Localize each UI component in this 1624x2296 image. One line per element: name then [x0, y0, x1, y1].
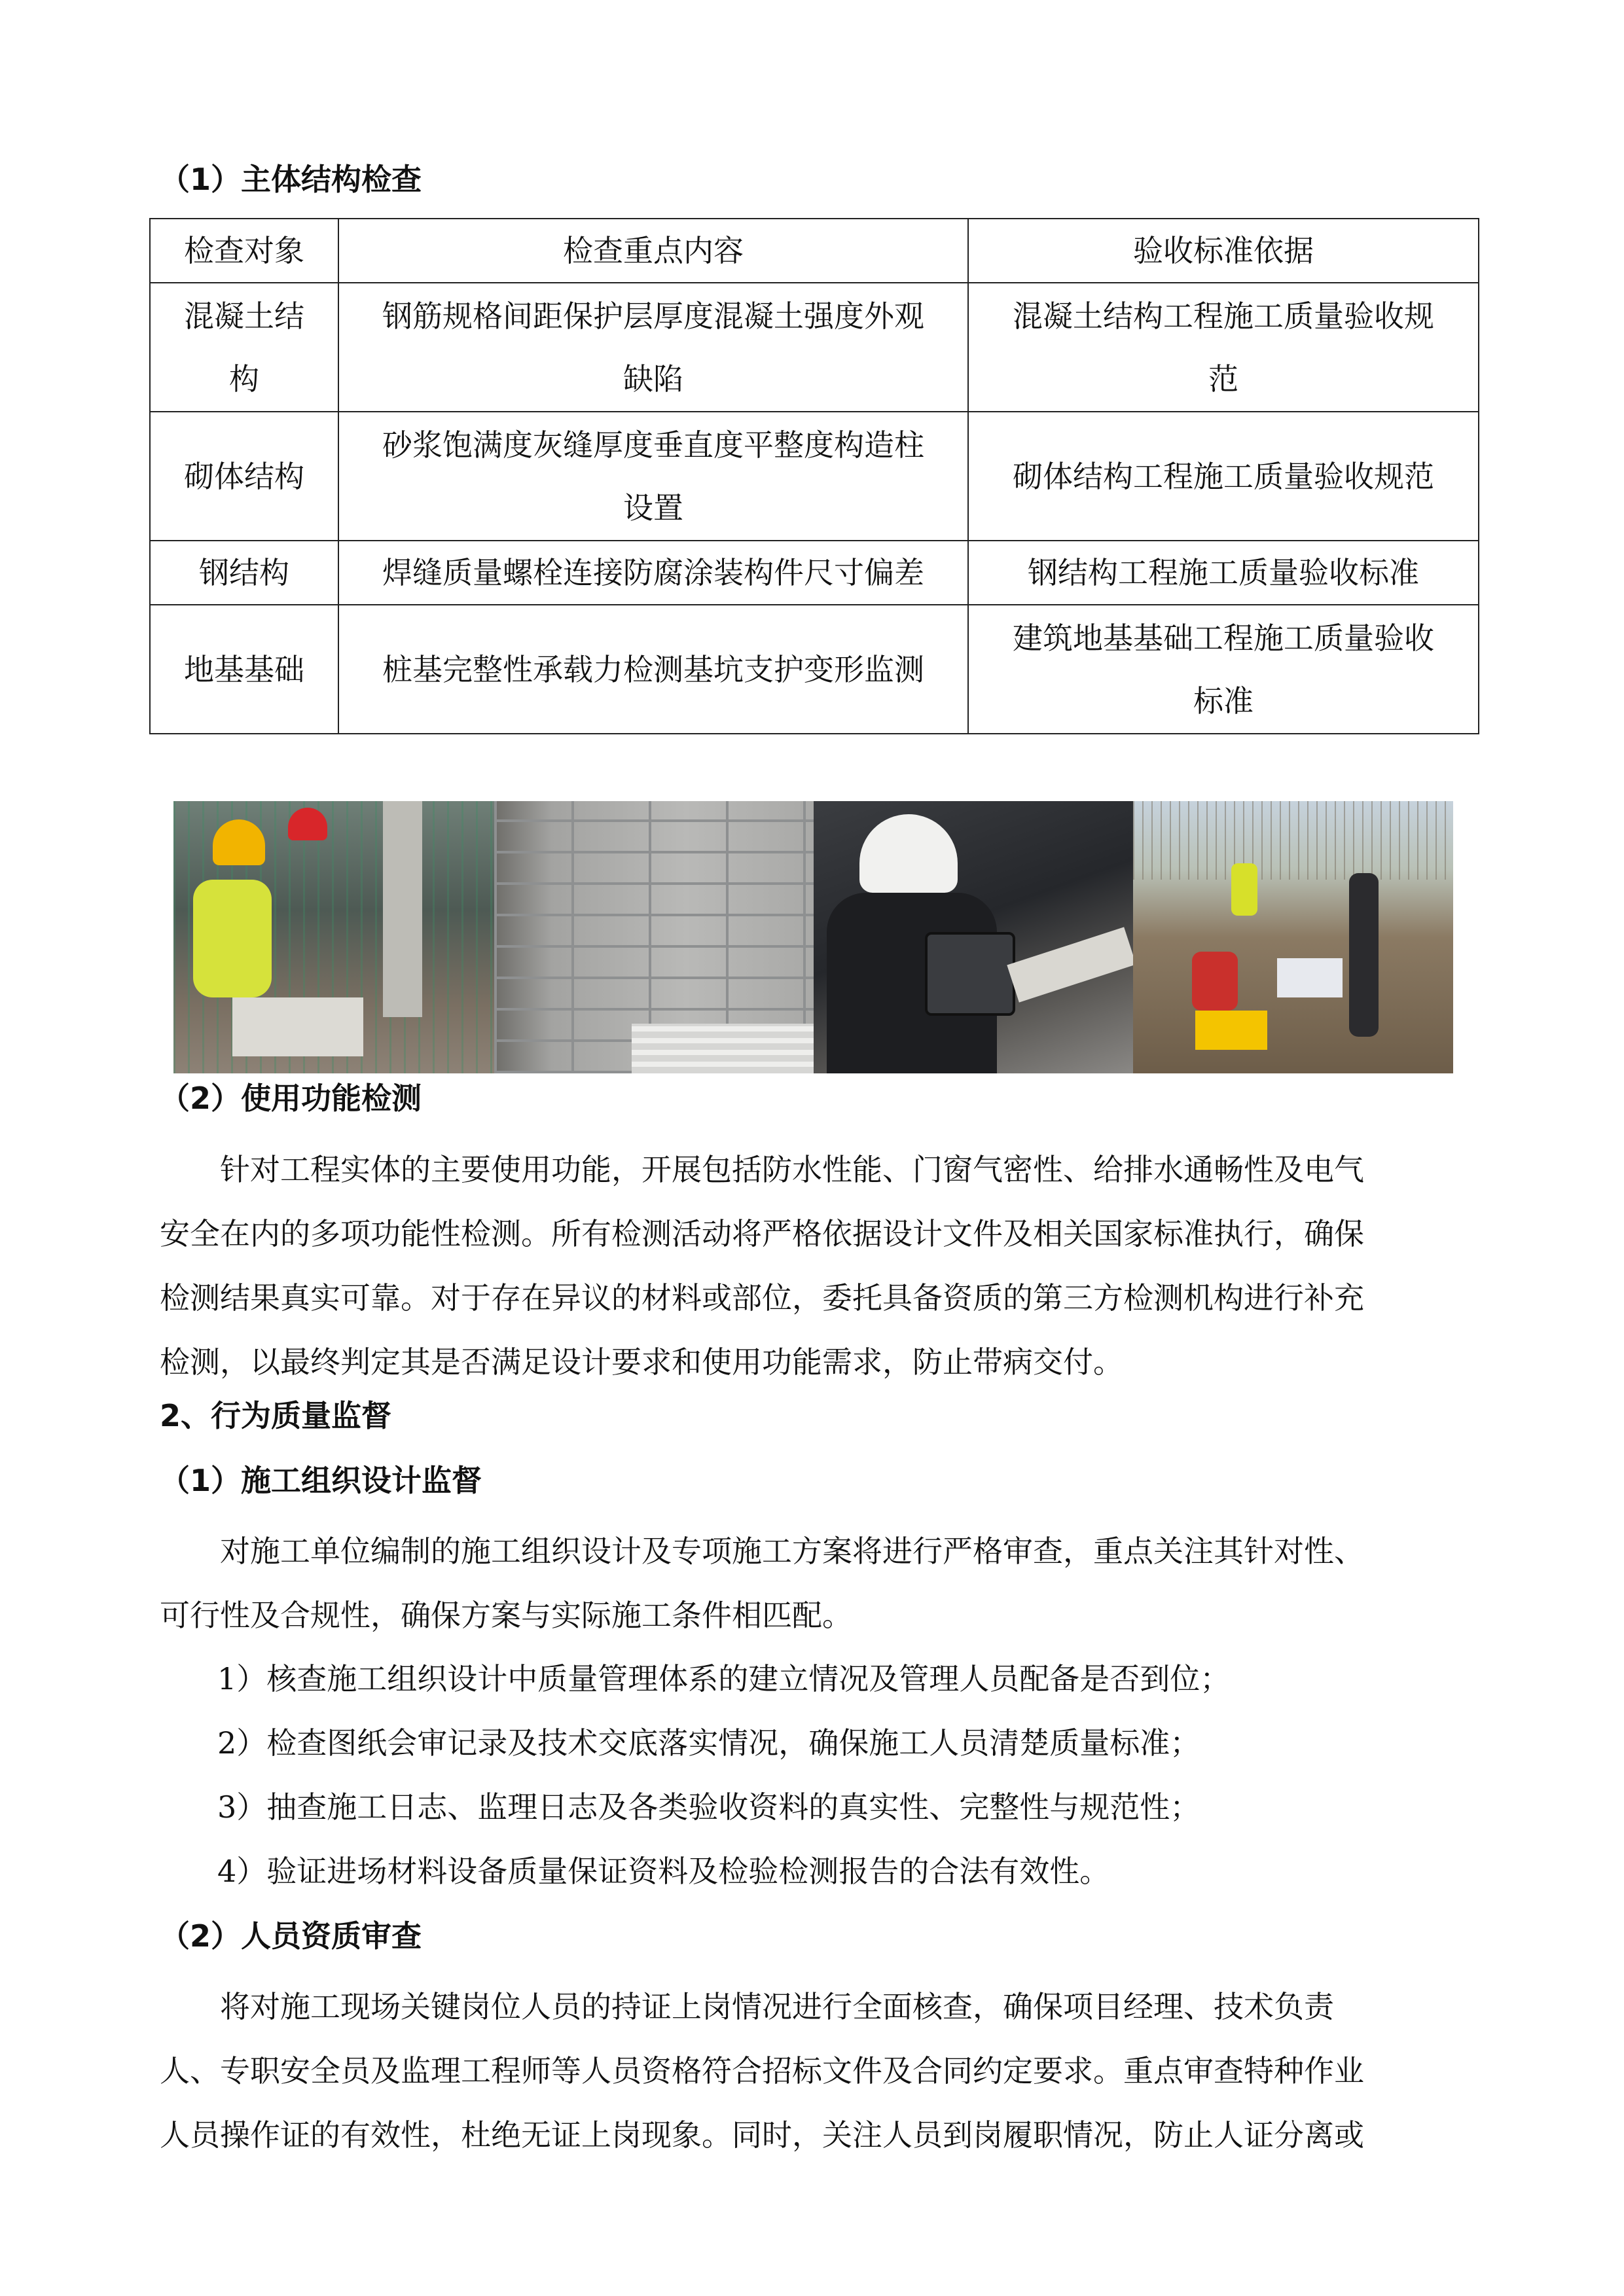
table-cell-standard: 砌体结构工程施工质量验收规范 — [968, 412, 1479, 541]
photo-steel-weld-inspection — [814, 801, 1133, 1073]
list-item: 2）检查图纸会审记录及技术交底落实情况，确保施工人员清楚质量标准； — [217, 1725, 1200, 1761]
section-heading-main-structure: （1）主体结构检查 — [160, 162, 422, 197]
paragraph-personnel-review: 将对施工现场关键岗位人员的持证上岗情况进行全面核查，确保项目经理、技术负责 人、专职安全员及监理工程师等人员资格符合招标文件及合同约定要求。重点审查特种作业 人员操作证的有效性，杜绝无证上岗现象。同时，关注人员到岗履职情况，防止人证分离或 — [160, 1989, 1364, 2153]
table-cell-content: 焊缝质量螺栓连接防腐涂装构件尺寸偏差 — [338, 541, 968, 605]
paragraph-construction-design: 对施工单位编制的施工组织设计及专项施工方案将进行严格审查，重点关注其针对性、 可行性及合规性，确保方案与实际施工条件相匹配。 — [160, 1534, 1364, 1633]
table-cell-content: 砂浆饱满度灰缝厚度垂直度平整度构造柱 设置 — [338, 412, 968, 541]
inspection-table — [149, 218, 1479, 734]
table-cell-object: 混凝土结 构 — [150, 283, 338, 412]
table-header-row — [150, 219, 1479, 283]
list-item: 4）验证进场材料设备质量保证资料及检验检测报告的合法有效性。 — [217, 1854, 1110, 1889]
inspection-photo-strip — [173, 801, 1453, 1073]
photo-foundation-pile-testing — [1133, 801, 1453, 1073]
subsection-heading-construction-design: （1）施工组织设计监督 — [160, 1463, 482, 1498]
table-cell-content: 桩基完整性承载力检测基坑支护变形监测 — [338, 605, 968, 734]
table-row — [150, 283, 1479, 412]
photo-masonry-wall — [494, 801, 814, 1073]
table-row — [150, 605, 1479, 734]
table-row — [150, 541, 1479, 605]
table-header-cell: 检查对象 — [150, 219, 338, 283]
paragraph-function-testing: 针对工程实体的主要使用功能，开展包括防水性能、门窗气密性、给排水通畅性及电气 安全在内的多项功能性检测。所有检测活动将严格依据设计文件及相关国家标准执行，确保 检测结果真实可靠。对于存在异议的材料或部位，委托具备资质的第三方检测机构进行补充 检测，以最终判定其是否满足设计要求和使用功能需求，防止带病交付。 — [160, 1152, 1364, 1380]
section-heading-behavior-supervision: 2、行为质量监督 — [160, 1398, 392, 1433]
table-header-cell: 验收标准依据 — [968, 219, 1479, 283]
table-cell-content: 钢筋规格间距保护层厚度混凝土强度外观 缺陷 — [338, 283, 968, 412]
table-cell-object: 地基基础 — [150, 605, 338, 734]
table-cell-standard: 混凝土结构工程施工质量验收规 范 — [968, 283, 1479, 412]
table-cell-standard: 钢结构工程施工质量验收标准 — [968, 541, 1479, 605]
photo-concrete-testing — [173, 801, 494, 1073]
table-row — [150, 412, 1479, 541]
table-header-cell: 检查重点内容 — [338, 219, 968, 283]
table-cell-object: 砌体结构 — [150, 412, 338, 541]
list-item: 3）抽查施工日志、监理日志及各类验收资料的真实性、完整性与规范性； — [217, 1789, 1200, 1825]
section-heading-function-testing: （2）使用功能检测 — [160, 1081, 422, 1116]
table-cell-object: 钢结构 — [150, 541, 338, 605]
subsection-heading-personnel-review: （2）人员资质审查 — [160, 1918, 422, 1954]
list-item: 1）核查施工组织设计中质量管理体系的建立情况及管理人员配备是否到位； — [217, 1661, 1231, 1696]
table-cell-standard: 建筑地基基础工程施工质量验收 标准 — [968, 605, 1479, 734]
